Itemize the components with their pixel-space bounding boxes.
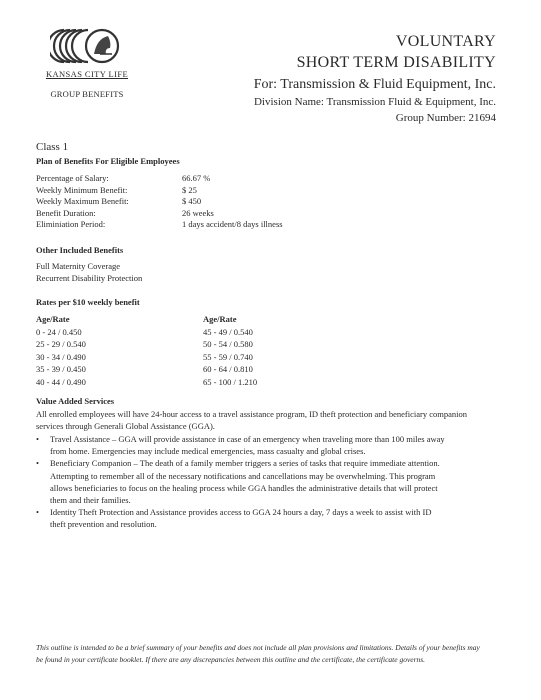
list-item: Full Maternity Coverage <box>36 261 121 271</box>
rate-row: 45 - 49 / 0.540 <box>203 326 253 337</box>
rate-row: 40 - 44 / 0.490 <box>36 376 86 387</box>
plan-row-label: Weekly Maximum Benefit: <box>36 196 129 207</box>
other-benefits-list <box>36 261 142 284</box>
rates-column-header: Age/Rate <box>203 314 237 324</box>
rate-row: 65 - 100 / 1.210 <box>203 376 258 387</box>
plan-row <box>36 173 283 185</box>
plan-row-value: 66.67 % <box>182 173 211 183</box>
rate-row: 35 - 39 / 0.450 <box>36 364 86 374</box>
footer-line: This outline is intended to be a brief summary of your benefits and does not include all plan provisions and limitations. Details of your benefits may <box>36 643 480 652</box>
title-line-2: SHORT TERM DISABILITY <box>296 54 496 71</box>
bullet-travel-assistance <box>36 433 506 457</box>
rate-row: 0 - 24 / 0.450 <box>36 326 82 337</box>
plan-row-value: $ 25 <box>182 184 197 195</box>
intro-line: All enrolled employees will have 24-hour access to a travel assistance program, ID theft protection and beneficiary companion <box>36 409 467 419</box>
value-added-heading: Value Added Services <box>36 396 115 406</box>
bullet-line: Attempting to remember all of the necessary notifications and cancellations may be overwhelming. This program <box>50 470 436 481</box>
logo-tagline: GROUP BENEFITS <box>50 89 124 99</box>
bullet-line: Travel Assistance – GGA will provide assistance in case of an emergency when traveling more than 100 miles away <box>50 434 445 444</box>
bullet-identity-theft <box>36 506 506 530</box>
value-added-intro <box>36 408 506 432</box>
plan-row <box>36 185 283 197</box>
plan-row <box>36 219 283 231</box>
plan-row <box>36 196 283 208</box>
bullet-line: Identity Theft Protection and Assistance provides access to GGA 24 hours a day, 7 days a week to assist with ID <box>50 507 432 518</box>
plan-row-label: Percentage of Salary: <box>36 173 109 183</box>
plan-row-value: 1 days accident/8 days illness <box>182 219 283 230</box>
rates-heading: Rates per $10 weekly benefit <box>36 297 140 307</box>
rates-column-right <box>203 313 257 388</box>
disclaimer-footer <box>36 642 508 665</box>
footer-line: be found in your certificate booklet. If there are any discrepancies between this outline and the certificate, the certificate governs. <box>36 654 426 664</box>
plan-row <box>36 208 283 220</box>
list-item: Recurrent Disability Protection <box>36 272 143 283</box>
bullet-icon: • <box>36 507 39 518</box>
bullet-line: theft prevention and resolution. <box>50 519 157 530</box>
plan-row-value: 26 weeks <box>182 207 214 218</box>
plan-row-label: Benefit Duration: <box>36 207 96 218</box>
value-added-bullets <box>36 433 506 531</box>
plan-heading: Plan of Benefits For Eligible Employees <box>36 156 180 166</box>
bullet-line: from home. Emergencies may include medical emergencies, mass casualty and global crises. <box>50 446 366 457</box>
logo-company-name: KANSAS CITY LIFE <box>45 69 129 79</box>
employer-line: For: Transmission & Fluid Equipment, Inc. <box>253 77 496 92</box>
plan-row-value: $ 450 <box>182 196 202 207</box>
bullet-beneficiary-companion <box>36 457 506 506</box>
rate-row: 30 - 34 / 0.490 <box>36 351 86 362</box>
rates-column-header: Age/Rate <box>36 314 70 324</box>
rate-row: 55 - 59 / 0.740 <box>203 351 253 362</box>
other-benefits-heading: Other Included Benefits <box>36 245 124 255</box>
bullet-line: allows beneficiaries to focus on the healing process while GGA handles the administrative details that will protect <box>50 482 438 493</box>
company-logo <box>43 26 131 99</box>
plan-details <box>36 173 283 231</box>
group-number: Group Number: 21694 <box>395 112 496 124</box>
rate-row: 60 - 64 / 0.810 <box>203 364 253 374</box>
plan-row-label: Weekly Minimum Benefit: <box>36 184 128 195</box>
rate-row: 50 - 54 / 0.580 <box>203 339 253 349</box>
title-line-1: VOLUNTARY <box>395 33 496 50</box>
division-name: Division Name: Transmission Fluid & Equipment, Inc. <box>253 96 496 108</box>
bullet-line: Beneficiary Companion – The death of a family member triggers a series of tasks that require immediate attention. <box>50 458 440 469</box>
bullet-icon: • <box>36 434 39 444</box>
class-label: Class 1 <box>36 141 69 153</box>
intro-line: services through Generali Global Assistance (GGA). <box>36 421 215 431</box>
rates-column-left <box>36 313 86 388</box>
bullet-icon: • <box>36 458 39 469</box>
plan-row-label: Eliminiation Period: <box>36 219 106 230</box>
rate-row: 25 - 29 / 0.540 <box>36 339 86 349</box>
kcl-emblem-icon <box>50 26 124 66</box>
bullet-line: them and their families. <box>50 495 131 506</box>
document-title <box>297 31 496 73</box>
